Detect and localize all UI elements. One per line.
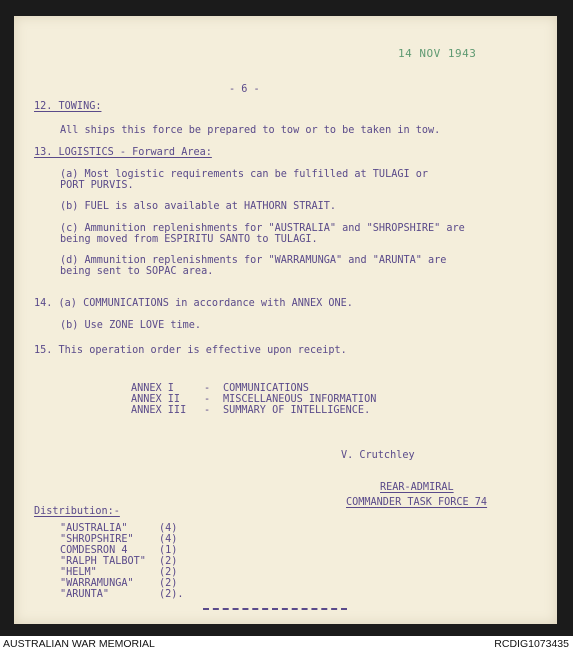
section-13-d-line1: (d) Ammunition replenishments for "WARRAMUNGA" and "ARUNTA" are (60, 255, 447, 266)
archive-footer (0, 636, 573, 653)
signature-title: COMMANDER TASK FORCE 74 (346, 497, 488, 508)
annex-title: MISCELLANEOUS INFORMATION (223, 394, 377, 405)
distribution-ship: "AUSTRALIA" (60, 523, 128, 534)
section-13-c-line1: (c) Ammunition replenishments for "AUSTRALIA" and "SHROPSHIRE" are (60, 223, 465, 234)
annex-name: ANNEX I (131, 383, 174, 394)
date-stamp: 14 NOV 1943 (398, 47, 477, 60)
section-13-b: (b) FUEL is also available at HATHORN STRAIT. (60, 201, 337, 212)
distribution-count: (2). (159, 589, 184, 600)
distribution-count: (2) (159, 556, 178, 567)
section-14-b: (b) Use ZONE LOVE time. (60, 320, 202, 331)
section-14-a: 14. (a) COMMUNICATIONS in accordance with ANNEX ONE. (34, 298, 353, 309)
section-13-d-line2: being sent to SOPAC area. (60, 266, 214, 277)
signature-rank: REAR-ADMIRAL (380, 482, 454, 493)
distribution-ship: "HELM" (60, 567, 97, 578)
section-13-c-line2: being moved from ESPIRITU SANTO to TULAGI. (60, 234, 318, 245)
footer-source: AUSTRALIAN WAR MEMORIAL (3, 638, 155, 650)
footer-record-id: RCDIG1073435 (494, 638, 569, 650)
distribution-count: (1) (159, 545, 178, 556)
annex-title: COMMUNICATIONS (223, 383, 309, 394)
distribution-ship: "WARRAMUNGA" (60, 578, 134, 589)
distribution-ship: "RALPH TALBOT" (60, 556, 146, 567)
section-12-text: All ships this force be prepared to tow or to be taken in tow. (60, 125, 441, 136)
distribution-count: (4) (159, 534, 178, 545)
annex-name: ANNEX II (131, 394, 181, 405)
annex-dash: - (204, 383, 211, 394)
annex-dash: - (204, 394, 211, 405)
distribution-count: (4) (159, 523, 178, 534)
section-13-a-line1: (a) Most logistic requirements can be fulfilled at TULAGI or (60, 169, 429, 180)
distribution-label: Distribution:- (34, 506, 120, 517)
distribution-count: (2) (159, 567, 178, 578)
distribution-ship: "ARUNTA" (60, 589, 110, 600)
end-divider (203, 608, 347, 610)
signature-name: V. Crutchley (341, 450, 415, 461)
section-15: 15. This operation order is effective upon receipt. (34, 345, 347, 356)
section-13-a-line2: PORT PURVIS. (60, 180, 134, 191)
annex-title: SUMMARY OF INTELLIGENCE. (223, 405, 371, 416)
annex-dash: - (204, 405, 211, 416)
distribution-ship: COMDESRON 4 (60, 545, 128, 556)
distribution-ship: "SHROPSHIRE" (60, 534, 134, 545)
section-13-heading: 13. LOGISTICS - Forward Area: (34, 147, 212, 158)
section-12-heading: 12. TOWING: (34, 101, 102, 112)
distribution-count: (2) (159, 578, 178, 589)
page-number: - 6 - (229, 84, 260, 95)
annex-name: ANNEX III (131, 405, 187, 416)
